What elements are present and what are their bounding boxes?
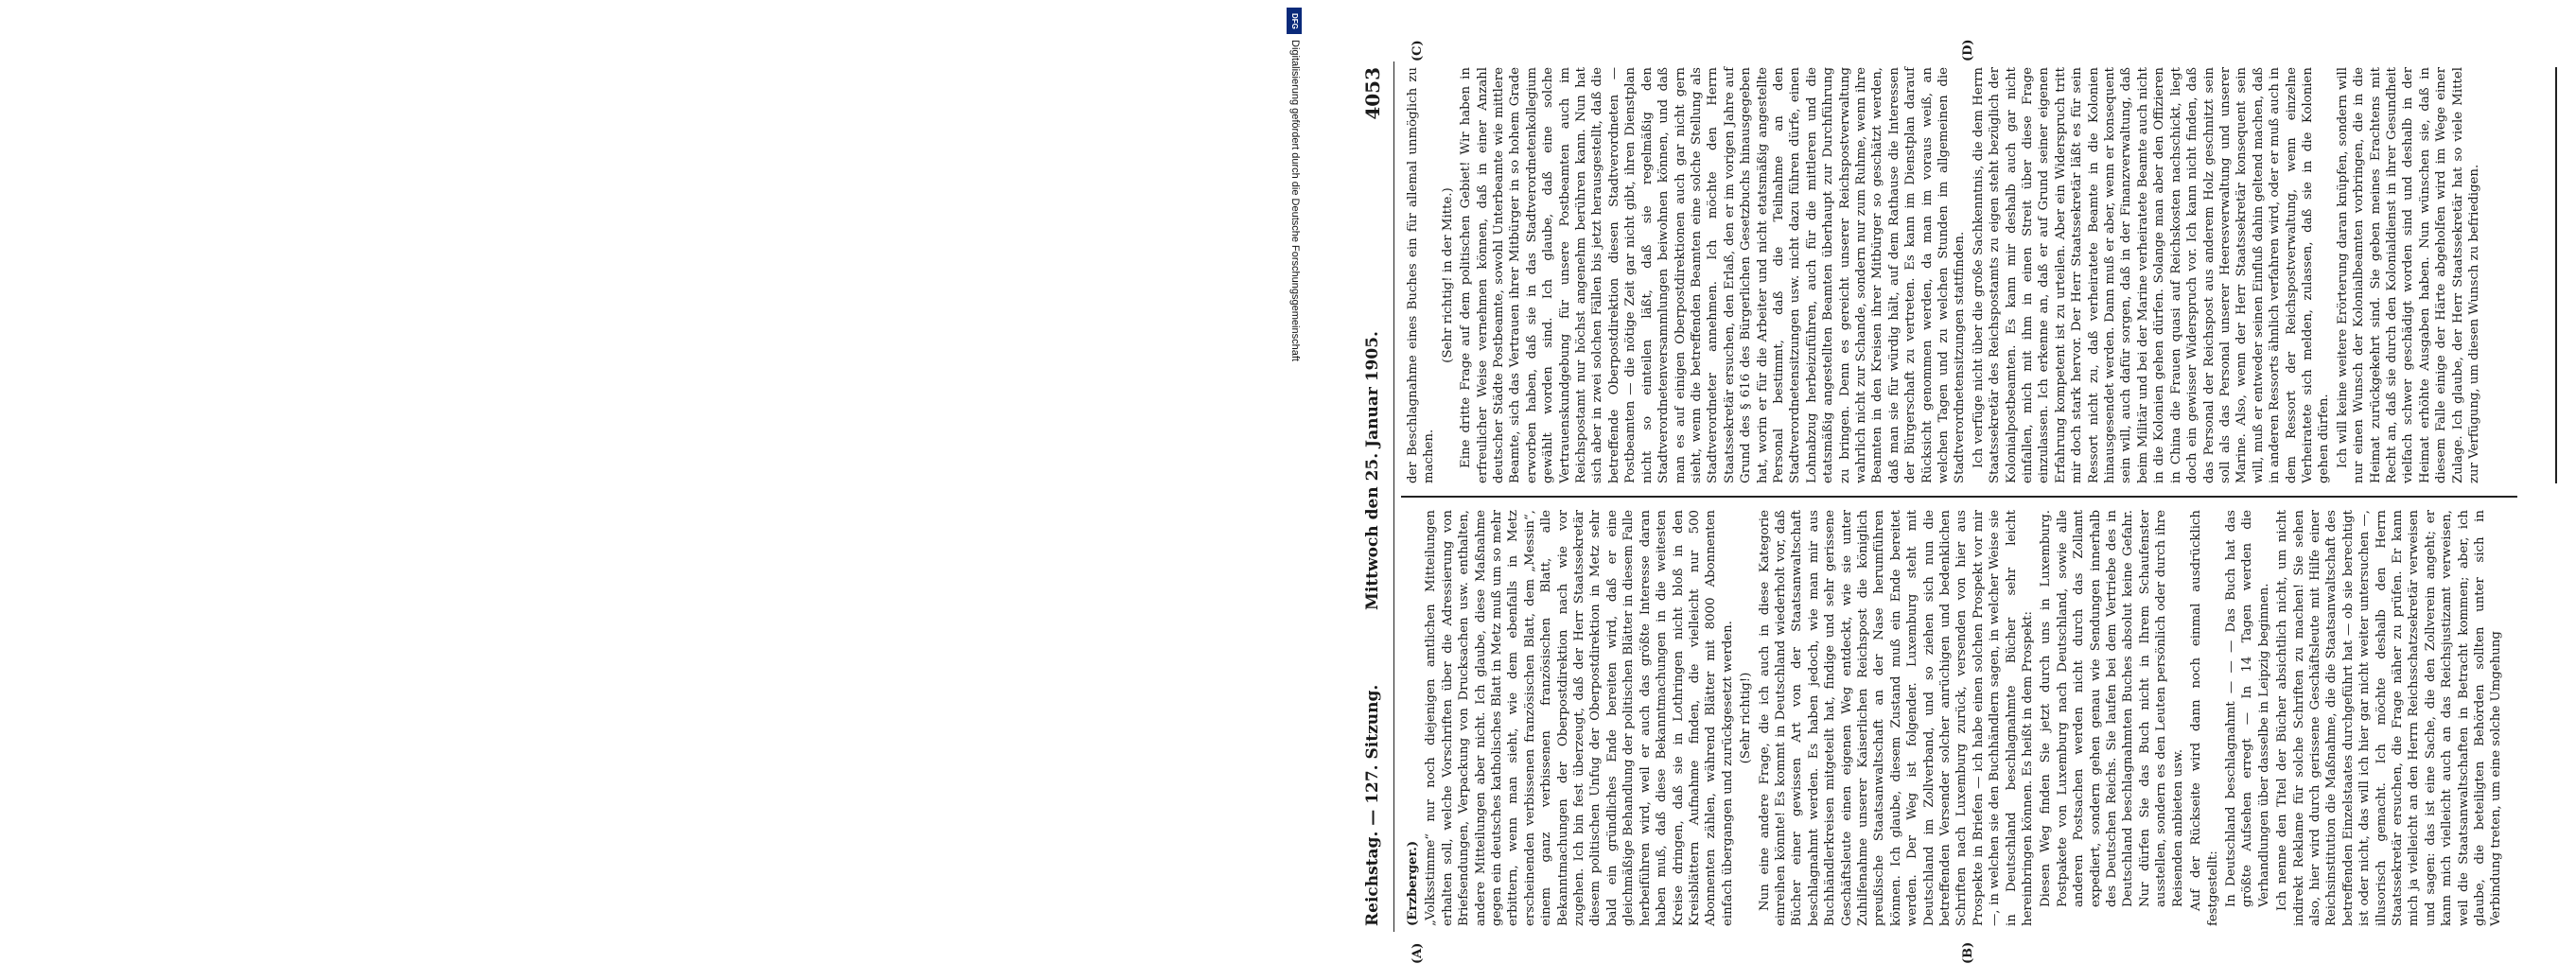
paragraph: der Beschlagnahme eines Buches ein für allemal unmöglich zu machen.: [1406, 67, 1437, 483]
paragraph: Ich verfüge nicht über die große Sachkenntnis, die dem Herrn Staatssekretär des Reichspostamts zu eigen steht bezüglich der Kolonialpostbeamten. Es kann mir deshalb auch gar nicht einfallen, mich mit ihm in einen Streit über diese Frage einzulassen. Ich erkenne an, daß er auf Grund seiner eigenen Erfahrung kompetent ist zu urteilen. Aber ein Widerspruch tritt mir doch stark hervor. Der Herr Staatssekretär läßt es für sein Ressort nicht zu, daß verheiratete Beamte in die Kolonien hinausgesendet werden. Dann muß er aber, wenn er konsequent sein will, auch dafür sorgen, daß in der Finanzverwaltung, daß beim Militär und bei der Marine verheiratete Beamte auch nicht in die Kolonien gehen dürfen. Solange man aber den Offizieren in China die Frauen quasi auf Reichskosten nachschickt, liegt doch ein gewisser Widerspruch vor. Ich kann nicht finden, daß das Personal der Reichspost aus anderem Holz geschnitzt sein soll als das Personal unserer Heeresverwaltung und unserer Marine. Also, wenn der Herr Staatssekretär konsequent sein will, muß er entweder seinen Einfluß dahin geltend machen, daß in anderen Ressorts ähnlich verfahren wird, oder er muß auch in dem Ressort der Reichspostverwaltung, wenn einzelne Verheiratete sich melden, zulassen, daß sie in die Kolonien gehen dürfen.: [1971, 67, 2332, 483]
margin-marker-c: (C): [1411, 40, 1425, 61]
paragraph: Nun eine andere Frage, die ich auch in diese Kategorie einreihen könnte! Es kommt in Deutschland wiederholt vor, daß Bücher einer gewissen Art von der Staatsanwaltschaft beschlagnahmt werden. Es haben jedoch, wie man mir aus Buchhändlerkreisen mitgeteilt hat, findige und sehr gerissene Geschäftsleute einen eigenen Weg entdeckt, wie sie unter Zuhilfenahme unserer Kaiserlichen Reichspost die königlich preußische Staatsanwaltschaft an der Nase herumführen können. Ich glaube, diesem Zustand muß ein Ende bereitet werden. Der Weg ist folgender. Luxemburg steht mit Deutschland im Zollverband, und so ziehen sich nun die betreffenden Versender solcher anrüchigen und bedenklichen Schriften nach Luxemburg zurück, versenden von hier aus Prospekte in Briefen — ich habe einen solchen Prospekt vor mir —, in welchen sie den Buchhändlern sagen, in welcher Weise sie in Deutschland beschlagnahmte Bücher sehr leicht hereinbringen können. Es heißt in dem Prospekt:: [1757, 510, 2036, 926]
left-column: [1405, 510, 2564, 926]
margin-marker-a: (A): [1411, 942, 1425, 964]
page-header: [1356, 61, 1394, 932]
credit-text: Digitalisierung gefördert durch die Deutsche Forschungsgemeinschaft: [1289, 40, 1301, 361]
paragraph: Ich will keine weitere Erörterung daran knüpfen, sondern will nur einen Wunsch der Kolonialbeamten vorbringen, die in die Heimat zurückgekehrt sind. Sie geben meines Erachtens mit Recht an, daß sie durch den Kolonialdienst in ihrer Gesundheit vielfach schwer geschädigt worden sind und deshalb in der Heimat erhöhte Ausgaben haben. Nun wünschen sie, daß in diesem Falle einige der Härte abgeholfen wird im Wege einer Zulage. Ich glaube, der Herr Staatssekretär hat so viele Mittel zur Verfügung, um diesen Wunsch zu befriedigen.: [2335, 67, 2481, 483]
margin-marker-b: (B): [1961, 941, 1975, 964]
quotation: In Deutschland beschlagnahmt — — — Das Buch hat das größte Aufsehen erregt — In 14 Tagen werden die Verhandlungen über dasselbe in Leipzig beginnen.: [2223, 510, 2271, 907]
quotation: Diesen Weg finden Sie jetzt durch uns in Luxemburg. Postpakete von Luxemburg nach Deutschland, sowie alle anderen Postsachen werden nicht durch das Zollamt expediert, sondern gehen genau wie Sendungen innerhalb des Deutschen Reichs. Sie laufen bei dem Vertriebe des in Deutschland beschlagnahmten Buches absolut keine Gefahr. Nur dürfen Sie das Buch nicht in Ihrem Schaufenster ausstellen, sondern es den Leuten persönlich oder durch ihre Reisenden anbieten usw.: [2039, 510, 2185, 907]
applause-note: (Sehr richtig! in der Mitte.): [1440, 187, 1455, 363]
dfg-logo: DFG: [1287, 8, 1302, 34]
applause-note: (Sehr richtig!): [1739, 672, 1754, 764]
digitization-credit: [1280, 0, 1308, 946]
document-page: [1356, 39, 2576, 964]
end-rule: [2555, 67, 2557, 483]
paragraph: Ich nenne den Titel der Bücher absichtlich nicht, um nicht indirekt Reklame für solche Schriften zu machen! Sie sehen also, hier wird durch gerissene Geschäftsleute mit Hilfe einer Reichsinstitution die Maßnahme, die die Staatsanwaltschaft des betreffenden Einzelstaates durchgeführt hat — ob sie berechtigt ist oder nicht, das will ich hier gar nicht weiter untersuchen —, illusorisch gemacht. Ich möchte deshalb den Herrn Staatssekretär ersuchen, die Frage näher zu prüfen. Er kann mich ja vielleicht an den Herrn Reichsschatzsekretär verweisen und sagen: das ist eine Sache, die den Zollverein angeht; er kann mich vielleicht auch an das Reichsjustizamt verweisen, weil die Staatsanwaltschaften in Betracht kommen; aber, ich glaube, die beteiligten Behörden sollten unter sich in Verbindung treten, um eine solche Umgehung: [2275, 510, 2504, 926]
page-number: 4053: [1361, 67, 1384, 120]
header-session: Reichstag. — 127. Sitzung.: [1363, 684, 1382, 926]
paragraph: Eine dritte Frage auf dem politischen Gebiet! Wir haben in erfreulicher Weise vernehmen können, daß in einer Anzahl deutscher Städte Postbeamte, sowohl Unterbeamte wie mittlere Beamte, sich das Vertrauen ihrer Mitbürger in so hohem Grade erworben haben, daß sie in das Stadtverordnetenkollegium gewählt worden sind. Ich glaube, daß eine solche Vertrauenskundgebung für unsere Postbeamten auch im Reichspostamt nur höchst angenehm berühren kann. Nun hat sich aber in zwei solchen Fällen bis jetzt herausgestellt, daß die betreffende Oberpostdirektion diesen Stadtverordneten — Postbeamten — die nötige Zeit gar nicht gibt, ihren Dienstplan nicht so einteilen läßt, daß sie regelmäßig den Stadtverordnetenversammlungen beiwohnen können, und daß man es auf einigen Oberpostdirektionen auch gar nicht gern sieht, wenn die betreffenden Beamten eine solche Stellung als Stadtverordneter annehmen. Ich möchte den Herrn Staatssekretär ersuchen, den Erlaß, den er im vorigen Jahre auf Grund des § 616 des Bürgerlichen Gesetzbuchs hinausgegeben hat, worin er für die Arbeiter und nicht etatsmäßig angestellte Personal bestimmt, daß die Teilnahme an den Stadtverordnetensitzungen usw. nicht dazu führen dürfe, einen Lohnabzug herbeizuführen, auch für die mittleren und die etatsmäßig angestellten Beamten überhaupt zur Durchführung zu bringen. Denn es gereicht unserer Reichspostverwaltung wahrlich nicht zur Schande, sondern nur zum Ruhme, wenn ihre Beamten in den Kreisen ihrer Mitbürger so geschätzt werden, daß man sie für würdig hält, auf dem Rathause die Interessen der Bürgerschaft zu vertreten. Es kann im Dienstplan darauf Rücksicht genommen werden, da man im voraus weiß, an welchen Tagen und zu welchen Stunden im allgemeinen die Stadtverordnetensitzungen stattfinden.: [1459, 67, 1968, 483]
right-column: [1405, 67, 2564, 483]
column-divider: [1401, 497, 2517, 499]
paragraph: „Volksstimme“ nur noch diejenigen amtlichen Mitteilungen erhalten soll, welche Vorschriften über die Adressierung von Briefsendungen, Verpackung von Drucksachen usw. enthalten, andere Mitteilungen aber nicht. Ich glaube, diese Maßnahme gegen ein deutsches katholisches Blatt in Metz muß um so mehr erbittern, wenn man sieht, wie dem ebenfalls in Metz erscheinenden verbissenen französischen Blatt, dem „Messin“, einem ganz verbissenen französischen Blatt, alle Bekanntmachungen der Oberpostdirektion nach wie vor zugehen. Ich bin fest überzeugt, daß der Herr Staatssekretär diesem politischen Unfug der Oberpostdirektion in Metz sehr bald ein gründliches Ende bereiten wird, daß er eine gleichmäßige Behandlung der politischen Blätter in diesem Falle herbeiführen wird, weil er auch das größte Interesse daran haben muß, daß diese Bekanntmachungen in die weitesten Kreise dringen, daß sie in Lothringen nicht bloß in den Kreisblättern Aufnahme finden, die vielleicht nur 500 Abonnenten zählen, während Blätter mit 8000 Abonnenten einfach übergangen und zurückgesetzt werden.: [1424, 510, 1735, 926]
paragraph: Auf der Rückseite wird dann noch einmal ausdrücklich festgestellt:: [2189, 510, 2220, 926]
paragraph: [1405, 510, 1421, 926]
header-date: Mittwoch den 25. Januar 1905.: [1363, 331, 1382, 610]
speaker-name: (Erzberger.): [1406, 840, 1420, 926]
margin-marker-d: (D): [1961, 39, 1975, 61]
